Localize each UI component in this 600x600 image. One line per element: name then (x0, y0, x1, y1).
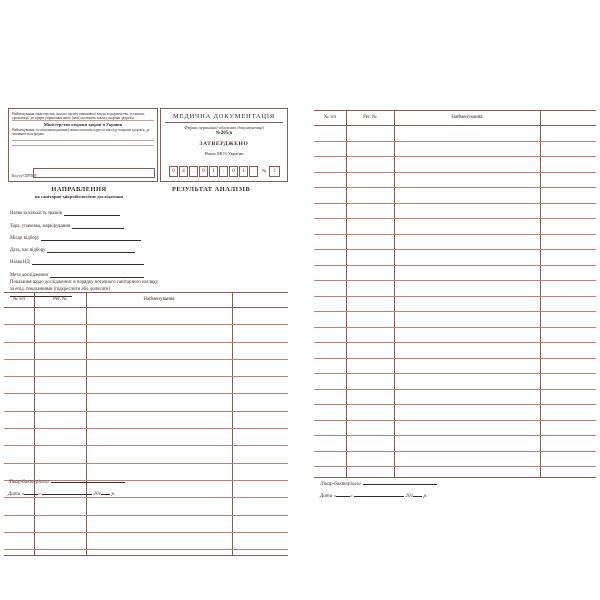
date-line (8, 490, 115, 497)
right-results-table (314, 110, 596, 478)
date-close-quote: » (350, 493, 353, 499)
date-label: Дата (320, 493, 333, 499)
doctor-signature-field[interactable] (51, 478, 125, 483)
year-suffix: р. (111, 491, 116, 497)
number-value: 1 (269, 166, 280, 177)
doctor-label: Лікар-бактеріолог (320, 481, 362, 487)
table-row[interactable] (4, 533, 288, 550)
table-row[interactable] (314, 436, 596, 452)
field-input[interactable] (64, 212, 120, 216)
table-row[interactable] (314, 297, 596, 313)
table-row[interactable] (4, 308, 288, 325)
table-row[interactable] (4, 446, 288, 463)
form-number: №205/о (215, 131, 233, 136)
field-input[interactable] (41, 237, 141, 241)
field-label: Місце відбору (10, 235, 40, 241)
table-row[interactable] (314, 452, 596, 468)
table-row[interactable] (314, 157, 596, 173)
table-row[interactable] (314, 142, 596, 158)
column-header-name: Найменування (143, 297, 175, 302)
table-row[interactable] (314, 235, 596, 251)
month-field[interactable] (354, 492, 404, 497)
table-row[interactable] (314, 328, 596, 344)
direction-title: НАПРАВЛЕННЯ (51, 186, 107, 193)
year-label: 201 (93, 491, 102, 497)
column-header-num: № з/п (323, 115, 337, 120)
field-input[interactable] (47, 249, 135, 253)
med-doc-title: МЕДИЧНА ДОКУМЕНТАЦІЯ (172, 113, 276, 120)
column-header-num: № з/п (12, 297, 26, 302)
order-digit: 0 (199, 166, 208, 177)
facility-note: Найменування та місцезнаходження (повна поштова адреса) закладу охорони здоров'я, де заповнюється форма (12, 128, 150, 137)
column-header-name: Найменування (451, 115, 483, 120)
table-row[interactable] (4, 516, 288, 533)
order-digits (169, 166, 280, 177)
day-field[interactable] (333, 492, 350, 499)
table-row[interactable] (314, 343, 596, 359)
field-row (10, 241, 160, 253)
field-label: Назва НД (10, 260, 30, 266)
date-open-quote: « (21, 491, 25, 497)
field-input[interactable] (72, 225, 124, 229)
table-row[interactable] (314, 266, 596, 282)
ministry-note: Найменування міністерства, іншого органу виконавчої влади, підприємства, установи, організації, до сфери управління якого (якої) належить заклад охорони здоров'я (12, 112, 145, 121)
number-label: № (262, 168, 267, 173)
field-label: Назва за кількість зразків (10, 211, 63, 217)
field-row (10, 204, 160, 216)
doctor-signature-field[interactable] (363, 480, 437, 485)
field-input[interactable] (50, 274, 144, 278)
code-label: Код за ЄДРПОУ (12, 174, 37, 178)
ministry-header-box (8, 108, 158, 182)
table-row[interactable] (314, 390, 596, 406)
year-field[interactable] (101, 490, 110, 495)
month-field[interactable] (42, 490, 92, 495)
table-row[interactable] (4, 395, 288, 412)
order-digit: 1 (209, 166, 218, 177)
med-doc-header-box (160, 108, 288, 182)
order-digit: 4 (179, 166, 188, 177)
date-open-quote: « (333, 493, 337, 499)
table-row[interactable] (4, 360, 288, 377)
order-label: Наказ МОЗ України (204, 151, 244, 156)
table-row[interactable] (314, 405, 596, 421)
table-row[interactable] (4, 429, 288, 446)
field-row (10, 253, 160, 265)
column-header-reg: Рег. № (363, 115, 377, 120)
left-samples-table (4, 292, 288, 556)
table-row[interactable] (314, 204, 596, 220)
table-row[interactable] (314, 421, 596, 437)
year-field[interactable] (413, 492, 422, 497)
direction-subtitle: на санітарно-мікробіологічне дослідження (34, 194, 124, 199)
ministry-name: Міністерство охорони здоров'я України (43, 122, 123, 128)
doctor-signature (8, 478, 125, 485)
order-digit: . (189, 166, 198, 177)
right-page (314, 108, 596, 508)
year-label: 201 (405, 493, 414, 499)
table-row[interactable] (314, 359, 596, 375)
table-row[interactable] (314, 281, 596, 297)
table-row[interactable] (4, 377, 288, 394)
order-digit: 0 (229, 166, 238, 177)
form-label: Форма первинної облікової документації (184, 125, 264, 130)
date-label: Дата (8, 491, 21, 497)
year-suffix: р. (423, 493, 428, 499)
field-label: Мета дослідження (10, 272, 48, 278)
order-digit: . (219, 166, 228, 177)
edrpou-code-field[interactable] (33, 168, 155, 178)
direction-fields (10, 204, 160, 300)
order-digit: 0 (169, 166, 178, 177)
table-row[interactable] (4, 325, 288, 342)
table-row[interactable] (4, 343, 288, 360)
approved-label: ЗАТВЕРДЖЕНО (199, 141, 249, 147)
table-row[interactable] (314, 219, 596, 235)
date-close-quote: » (38, 491, 41, 497)
table-row[interactable] (314, 312, 596, 328)
field-row (10, 229, 160, 241)
left-page (4, 108, 288, 508)
day-field[interactable] (21, 490, 38, 497)
field-label: Тара, упаковка, маркірування (10, 223, 71, 229)
order-digit: . (249, 166, 258, 177)
table-row[interactable] (4, 498, 288, 515)
table-row[interactable] (314, 374, 596, 390)
field-input[interactable] (32, 261, 144, 265)
table-row[interactable] (314, 188, 596, 204)
field-row (10, 216, 160, 228)
table-row[interactable] (314, 250, 596, 266)
field-row (10, 265, 160, 277)
table-row[interactable] (314, 173, 596, 189)
indication-text: Показання щодо дослідження: в порядку поточного санітарного нагляду, за епід. показаннями (підкреслити або дописати) (10, 279, 159, 292)
field-label: Дата, час відбору (10, 248, 46, 254)
table-row[interactable] (4, 412, 288, 429)
doctor-label: Лікар-бактеріолог (8, 479, 50, 485)
order-digit: 1 (239, 166, 248, 177)
date-line (320, 492, 427, 499)
table-row[interactable] (314, 126, 596, 142)
doctor-signature (320, 480, 437, 487)
column-header-reg: Рег. № (53, 297, 67, 302)
results-title: РЕЗУЛЬТАТ АНАЛІЗІВ (172, 186, 251, 193)
